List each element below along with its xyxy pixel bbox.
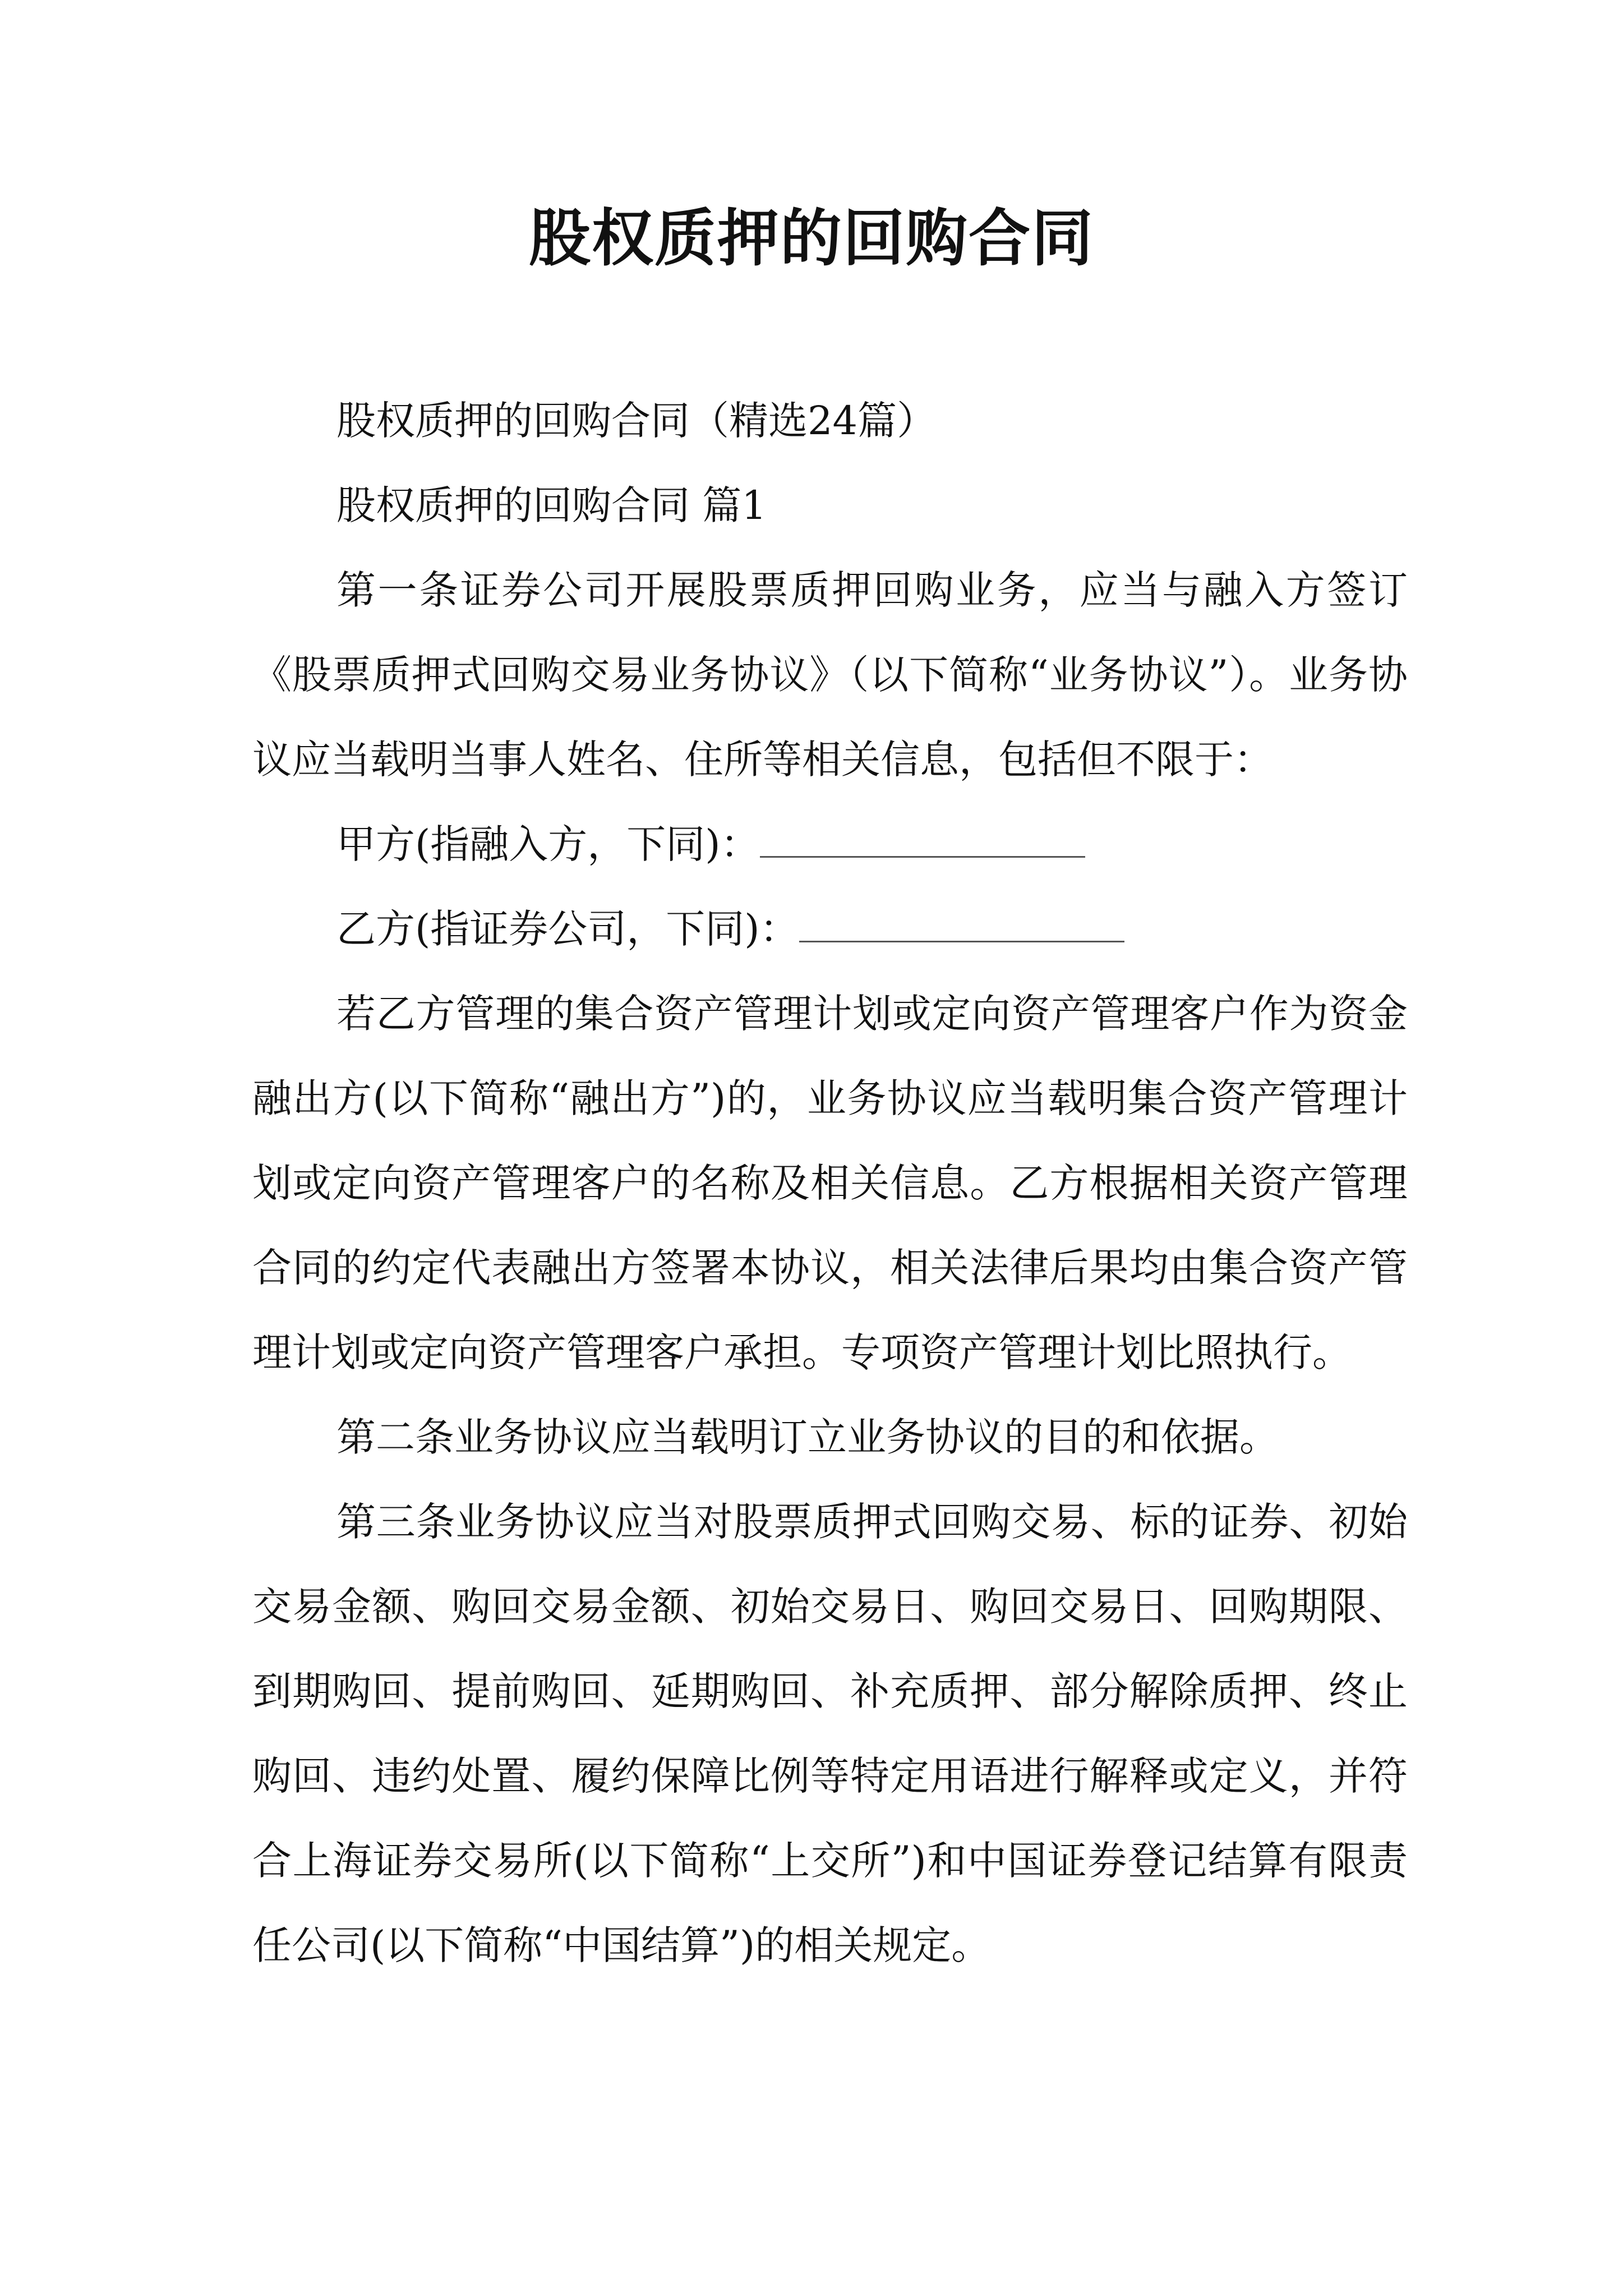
party-b-label: 乙方(指证券公司，下同)： <box>336 906 799 952</box>
document-subtitle: 股权质押的回购合同（精选24篇） <box>336 398 937 444</box>
party-a-line <box>252 802 1408 887</box>
document-body <box>252 379 1408 1988</box>
document-title: 股权质押的回购合同 <box>529 202 1094 274</box>
article-1-intro: 第一条证券公司开展股票质押回购业务，应当与融入方签订《股票质押式回购交易业务协议》（以下简称“业务协议”）。业务协议应当载明当事人姓名、住所等相关信息，包括但不限于： <box>252 567 1408 783</box>
section-heading: 股权质押的回购合同 篇1 <box>336 482 767 528</box>
party-b-blank <box>799 897 1124 942</box>
party-a-label: 甲方(指融入方，下同)： <box>336 821 760 867</box>
article-2: 第二条业务协议应当载明订立业务协议的目的和依据。 <box>336 1414 1279 1460</box>
party-a-blank <box>760 812 1085 858</box>
party-b-line <box>252 887 1408 972</box>
article-3: 第三条业务协议应当对股票质押式回购交易、标的证券、初始交易金额、购回交易金额、初始交易日、购回交易日、回购期限、到期购回、提前购回、延期购回、补充质押、部分解除质押、终止购回、违约处置、履约保障比例等特定用语进行解释或定义，并符合上海证券交易所(以下简称“上交所”)和中国证券登记结算有限责任公司(以下简称“中国结算”)的相关规定。 <box>252 1499 1408 1968</box>
article-1-detail: 若乙方管理的集合资产管理计划或定向资产管理客户作为资金融出方(以下简称“融出方”)的，业务协议应当载明集合资产管理计划或定向资产管理客户的名称及相关信息。乙方根据相关资产管理合同的约定代表融出方签署本协议，相关法律后果均由集合资产管理计划或定向资产管理客户承担。专项资产管理计划比照执行。 <box>252 991 1408 1375</box>
